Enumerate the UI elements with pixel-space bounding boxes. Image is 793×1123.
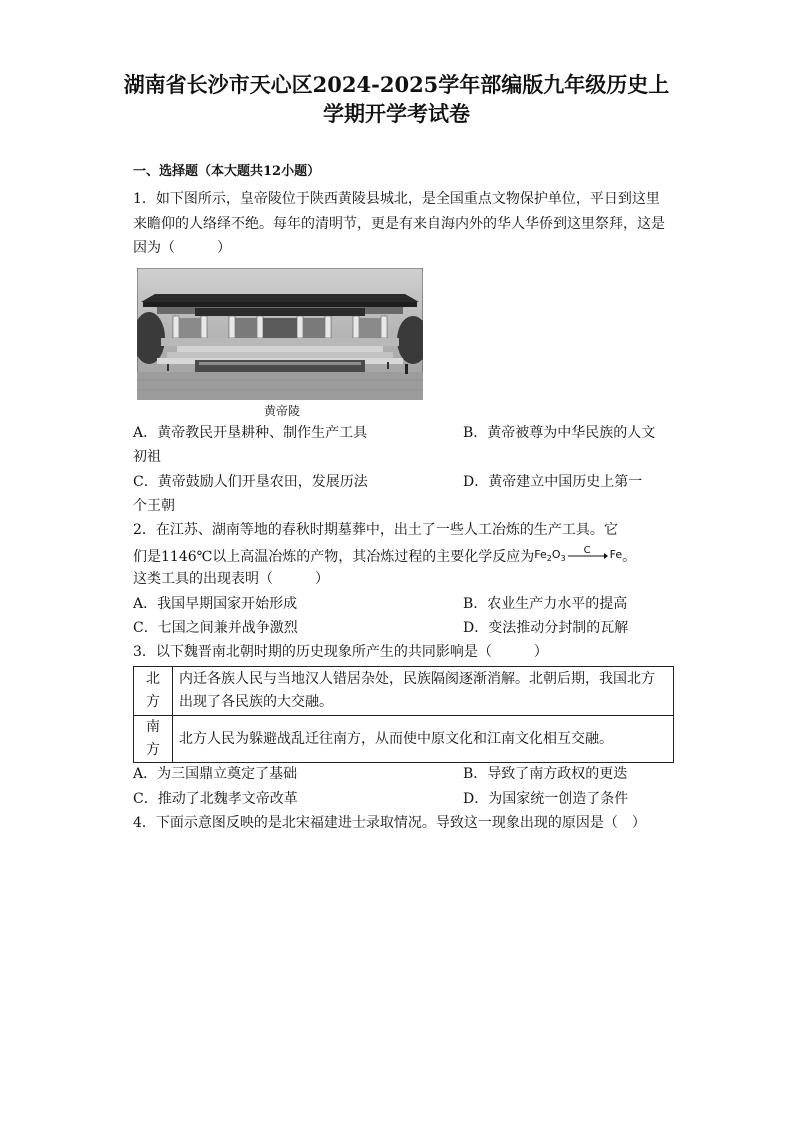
- content-cell: 北方人民为躲避战乱迁往南方，从而使中原文化和江南文化相互交融。: [173, 716, 674, 763]
- table-row: [134, 667, 674, 716]
- q1-stem: 1．如下图所示，皇帝陵位于陕西黄陵县城北，是全国重点文物保护单位，平日到这里来瞻仰的人络绎不绝。每年的清明节，更是有来自海内外的华人华侨到这里祭拜，这是因为（ ）: [133, 191, 665, 256]
- q1-option-c: C．黄帝鼓励人们开垦农田，发展历法: [133, 474, 368, 490]
- q1-option-d: D．黄帝建立中国历史上第一: [463, 474, 643, 490]
- q4-stem: 4．下面示意图反映的是北宋福建进士录取情况。导致这一现象出现的原因是（ ）: [133, 815, 646, 831]
- q2-stem-line3: 这类工具的出现表明（ ）: [133, 571, 329, 587]
- q2-stem-line2: 们是1146℃以上高温冶炼的产物，其冶炼过程的主要化学反应为$Fe_2O_3$ C Fe。: [133, 543, 636, 571]
- region-cell: 北 方: [134, 667, 173, 716]
- q2-option-c: C．七国之间兼并战争激烈: [133, 620, 298, 636]
- region-cell: 南 方: [134, 716, 173, 763]
- q1-option-d-continued: 个王朝: [133, 498, 175, 514]
- huangdi-mausoleum-photo: [137, 268, 423, 400]
- photo-caption: 黄帝陵: [264, 404, 301, 418]
- q2-option-d: D．变法推动分封制的瓦解: [463, 620, 629, 636]
- q2-stem-text: 们是1146℃以上高温冶炼的产物，其冶炼过程的主要化学反应为: [133, 549, 535, 566]
- q1-option-b: B．黄帝被尊为中华民族的人文: [463, 425, 656, 441]
- reaction-arrow-icon: C: [568, 548, 608, 562]
- section-heading: 一、选择题（本大题共12小题）: [133, 164, 321, 179]
- q3-stem: 3．以下魏晋南北朝时期的历史现象所产生的共同影响是（ ）: [133, 644, 548, 660]
- content-cell: 内迁各族人民与当地汉人错居杂处，民族隔阂逐渐消解。北朝后期，我国北方出现了各民族的大交融。: [173, 667, 674, 716]
- q2-stem-line1: 2．在江苏、湖南等地的春秋时期墓葬中，出土了一些人工冶炼的生产工具。它: [133, 522, 618, 538]
- q3-option-d: D．为国家统一创造了条件: [463, 791, 629, 807]
- exam-title-line2: 学期开学考试卷: [323, 101, 470, 126]
- chemical-formula: $Fe_2O_3$ C Fe: [534, 545, 623, 564]
- q2-option-b: B．农业生产力水平的提高: [463, 596, 628, 612]
- q3-option-c: C．推动了北魏孝文帝改革: [133, 791, 298, 807]
- q2-option-a: A．我国早期国家开始形成: [133, 596, 298, 612]
- q3-option-b: B．导致了南方政权的更迭: [463, 766, 628, 782]
- exam-title-line1: 湖南省长沙市天心区2024-2025学年部编版九年级历史上: [123, 72, 670, 97]
- q3-option-a: A．为三国鼎立奠定了基础: [133, 766, 298, 782]
- table-row: [134, 716, 674, 763]
- q3-history-table: [133, 666, 674, 763]
- q1-option-a: A．黄帝教民开垦耕种、制作生产工具: [133, 425, 368, 441]
- q1-option-b-continued: 初祖: [133, 449, 161, 465]
